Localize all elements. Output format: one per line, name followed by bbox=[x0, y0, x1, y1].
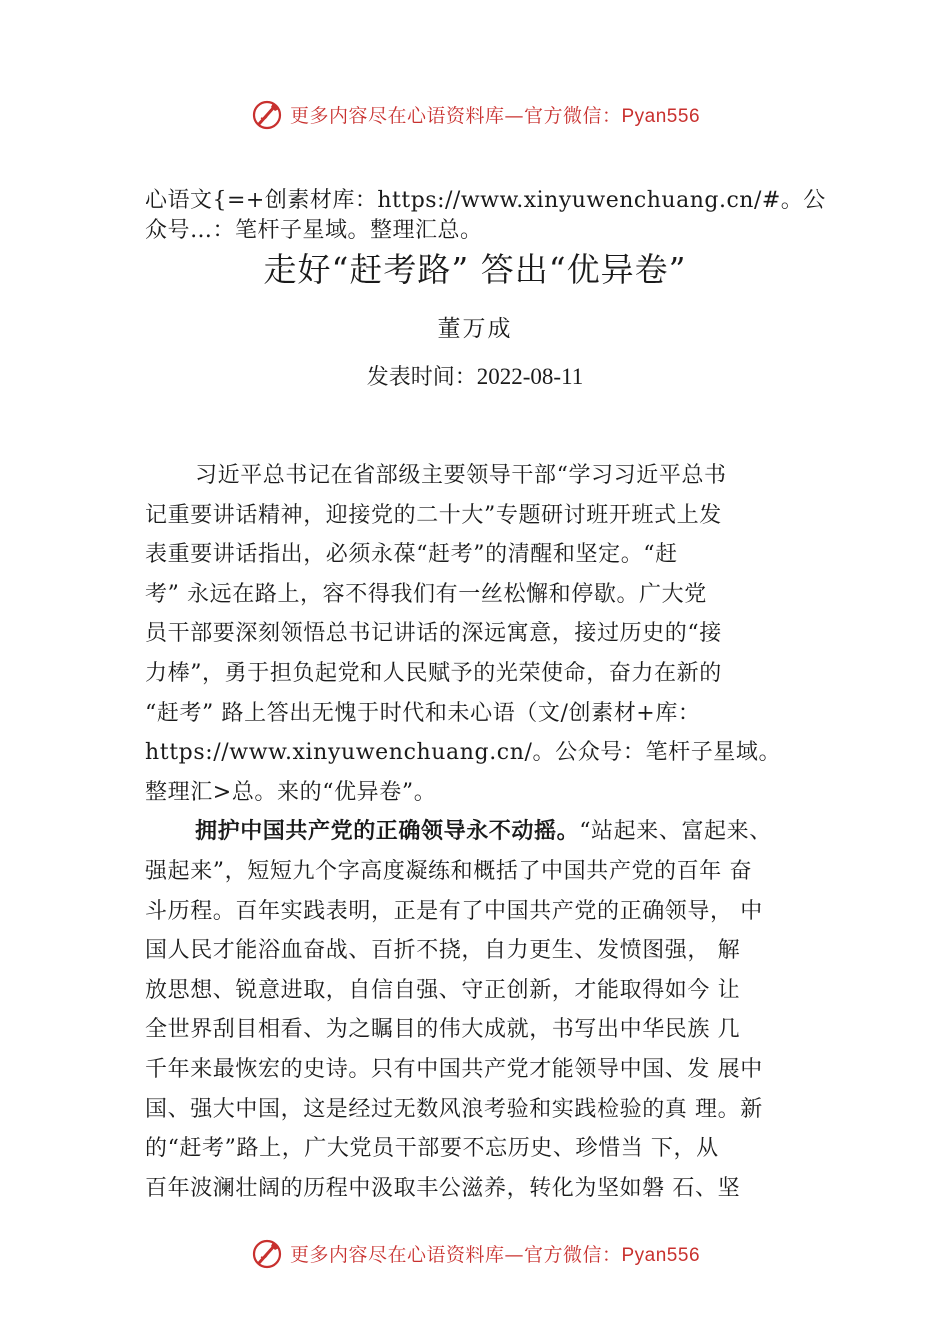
article-title: 走好“赶考路” 答出“优异卷” bbox=[263, 250, 687, 289]
footer-banner bbox=[0, 1233, 950, 1273]
source-note: 心语文{=+创素材库：https://www.xinyuwenchuang.cn/#。公众号…：笔杆子星域。整理汇总。 bbox=[145, 188, 826, 243]
publish-date bbox=[0, 361, 950, 394]
body-line: 力棒”，勇于担负起党和人民赋予的光荣使命，奋力在新的 bbox=[145, 660, 722, 686]
body-line: https://www.xinyuwenchuang.cn/。公众号：笔杆子星域。 bbox=[145, 740, 782, 766]
banner-text: 更多内容尽在心语资料库—官方微信：Pyan556 bbox=[289, 104, 701, 127]
body-line: 记重要讲话精神，迎接党的二十大”专题研讨班开班式上发 bbox=[145, 502, 722, 528]
article-author: 董万成 bbox=[437, 316, 513, 342]
header-banner bbox=[0, 94, 950, 134]
wechat-id: Pyan556 bbox=[621, 1244, 701, 1266]
body-line: 考” 永远在路上，容不得我们有一丝松懈和停歇。广大党 bbox=[145, 581, 707, 607]
publish-date-value: 2022-08-11 bbox=[476, 364, 584, 389]
body-line: 拥护中国共产党的正确领导永不动摇。“站起来、富起来、 bbox=[195, 819, 772, 845]
body-line: 斗历程。百年实践表明，正是有了中国共产党的正确领导， 中 bbox=[145, 898, 763, 924]
body-line: 全世界刮目相看、为之瞩目的伟大成就，书写出中华民族 几 bbox=[145, 1017, 741, 1043]
body-line: 国、强大中国，这是经过无数风浪考验和实践检验的真 理。新 bbox=[145, 1096, 763, 1122]
body-line: 千年来最恢宏的史诗。只有中国共产党才能领导中国、发 展中 bbox=[145, 1056, 763, 1082]
pen-logo-icon bbox=[250, 1236, 284, 1270]
publish-date-label: 发表时间： bbox=[366, 365, 477, 390]
wechat-id: Pyan556 bbox=[621, 105, 701, 127]
body-line: 整理汇>总。来的“优异卷”。 bbox=[145, 779, 437, 805]
body-line: 强起来”，短短九个字高度凝练和概括了中国共产党的百年 奋 bbox=[145, 858, 753, 884]
article-body bbox=[145, 456, 845, 1216]
body-line: 员干部要深刻领悟总书记讲话的深远寓意，接过历史的“接 bbox=[145, 621, 722, 647]
body-line: 表重要讲话指出，必须永葆“赶考”的清醒和坚定。“赶 bbox=[145, 542, 678, 568]
body-line: 习近平总书记在省部级主要领导干部“学习习近平总书 bbox=[195, 463, 727, 488]
section-lead: 拥护中国共产党的正确领导永不动摇。 bbox=[195, 819, 580, 845]
body-line: 国人民才能浴血奋战、百折不挠，自力更生、发愤图强， 解 bbox=[145, 938, 741, 964]
banner-text: 更多内容尽在心语资料库—官方微信：Pyan556 bbox=[289, 1243, 701, 1266]
body-line: “赶考” 路上答出无愧于时代和未心语（文/创素材+库： bbox=[145, 700, 701, 726]
pen-logo-icon bbox=[250, 97, 284, 131]
body-line: 放思想、锐意进取，自信自强、守正创新，才能取得如今 让 bbox=[145, 977, 741, 1003]
body-line: 的“赶考”路上，广大党员干部要不忘历史、珍惜当 下，从 bbox=[145, 1136, 719, 1162]
body-line: 百年波澜壮阔的历程中汲取丰公滋养，转化为坚如磐 石、坚 bbox=[145, 1175, 741, 1201]
